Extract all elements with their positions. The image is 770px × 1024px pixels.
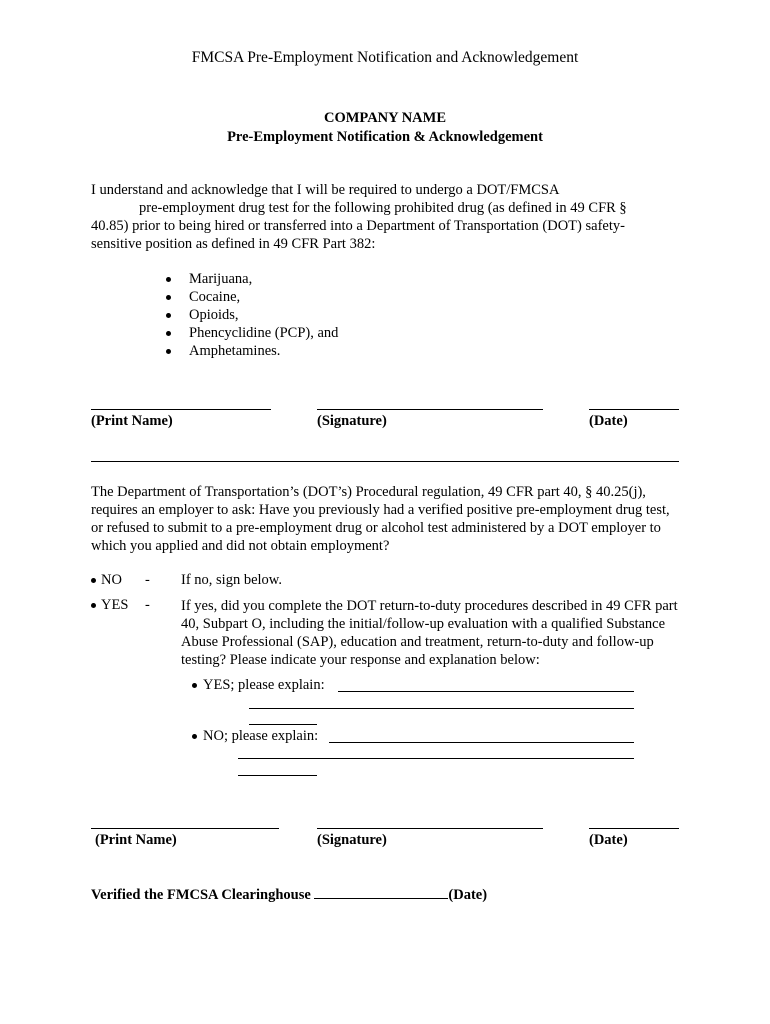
list-item: Opioids,	[189, 307, 239, 323]
signature-label: (Signature)	[317, 413, 387, 429]
no-explain-field-line-3[interactable]	[238, 775, 317, 776]
yes-explain-field-line-3[interactable]	[249, 724, 317, 725]
yes-explain-field-line-2[interactable]	[249, 708, 634, 709]
yes-explain-label: YES; please explain:	[203, 677, 325, 693]
list-item: Amphetamines.	[189, 343, 281, 359]
list-item: Marijuana,	[189, 271, 253, 287]
yes-option-label[interactable]: YES	[101, 597, 129, 613]
bullet-icon	[166, 349, 171, 354]
dot-question-text: The Department of Transportation’s (DOT’s) Procedural regulation, 49 CFR part 40, § 40.25(j), requires an employer to ask: Have you previously had a verified positive pre-employment drug test, or refused to submit to a pre-employment drug or alcohol test administered by a DOT employer to which you applied and did not obtain employment?	[91, 484, 670, 554]
clearinghouse-verification	[91, 886, 487, 904]
bullet-icon	[166, 295, 171, 300]
no-explain-field[interactable]	[329, 742, 634, 743]
no-explain-label: NO; please explain:	[203, 728, 319, 744]
document-title: FMCSA Pre-Employment Notification and Acknowledgement	[191, 49, 579, 66]
signature-label-2: (Signature)	[317, 832, 387, 848]
no-option-label[interactable]: NO	[101, 572, 122, 588]
company-name: COMPANY NAME	[323, 110, 447, 126]
clearinghouse-date-field[interactable]	[314, 886, 448, 899]
clearinghouse-date-label: (Date)	[448, 887, 488, 903]
bullet-icon	[166, 313, 171, 318]
date-label: (Date)	[589, 413, 628, 429]
ack-text-line-1: I understand and acknowledge that I will be required to undergo a DOT/FMCSA	[91, 182, 560, 198]
ack-text-line-2: pre-employment drug test for the following prohibited drug (as defined in 49 CFR §	[139, 200, 627, 216]
section-divider	[91, 461, 679, 462]
signature-field[interactable]	[317, 409, 543, 410]
list-item: Phencyclidine (PCP), and	[189, 325, 339, 341]
yes-option-dash: -	[145, 597, 150, 613]
print-name-field-2[interactable]	[91, 828, 279, 829]
date-field-2[interactable]	[589, 828, 679, 829]
ack-text-line-4: sensitive position as defined in 49 CFR Part 382:	[91, 236, 376, 252]
clearinghouse-label: Verified the FMCSA Clearinghouse	[91, 887, 311, 903]
bullet-icon	[192, 683, 197, 688]
date-field[interactable]	[589, 409, 679, 410]
signature-field-2[interactable]	[317, 828, 543, 829]
no-option-text: If no, sign below.	[181, 572, 282, 588]
ack-text-line-3: 40.85) prior to being hired or transferred into a Department of Transportation (DOT) safety-	[91, 218, 625, 234]
print-name-label-2: (Print Name)	[95, 832, 177, 848]
list-item: Cocaine,	[189, 289, 241, 305]
form-subtitle: Pre-Employment Notification & Acknowledgement	[227, 129, 543, 145]
bullet-icon	[91, 603, 96, 608]
bullet-icon	[91, 578, 96, 583]
no-explain-field-line-2[interactable]	[238, 758, 634, 759]
print-name-label: (Print Name)	[91, 413, 173, 429]
no-option-dash: -	[145, 572, 150, 588]
yes-explain-field[interactable]	[338, 691, 634, 692]
date-label-2: (Date)	[589, 832, 628, 848]
print-name-field[interactable]	[91, 409, 271, 410]
bullet-icon	[166, 277, 171, 282]
bullet-icon	[192, 734, 197, 739]
bullet-icon	[166, 331, 171, 336]
yes-option-text: If yes, did you complete the DOT return-to-duty procedures described in 49 CFR part 40, Subpart O, including the initial/follow-up evaluation with a qualified Substance Abuse Professional (SAP), education and treatment, return-to-duty and follow-up testing? Please indicate your response and explanation below:	[181, 598, 678, 668]
